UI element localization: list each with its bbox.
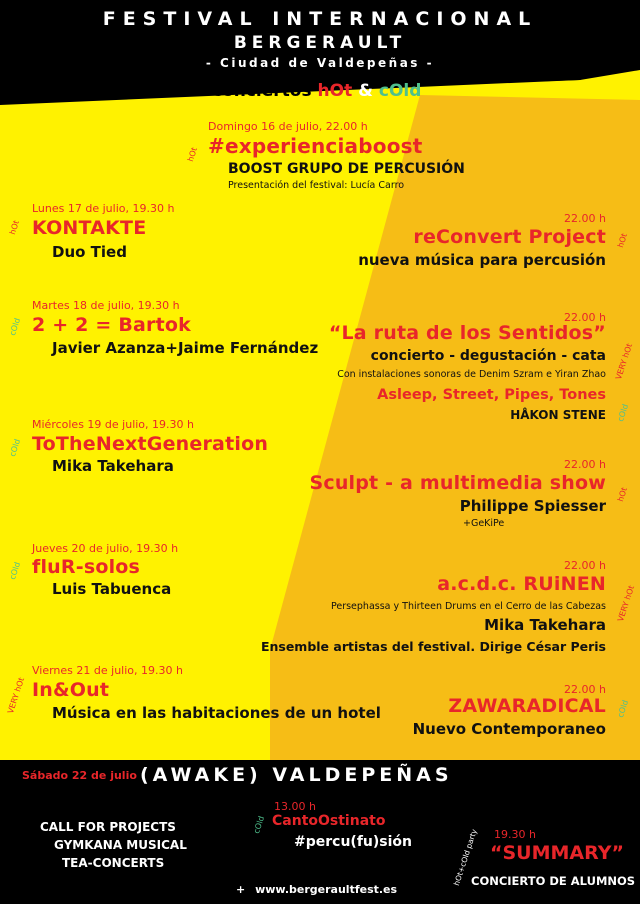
zawaradical-title: ZAWARADICAL — [448, 695, 606, 717]
opening-note: Presentación del festival: Lucía Carro — [228, 180, 405, 191]
sculpt-performer: Philippe Spiesser — [459, 497, 606, 515]
asleep-performer: HÅKON STENE — [510, 408, 606, 422]
ruinen-time: 22.00 h — [564, 559, 606, 572]
website[interactable] — [236, 883, 397, 896]
tagline-hot: hOt — [317, 81, 353, 101]
canto-title: CantoOstinato — [272, 813, 386, 829]
tuesday-tag: cOld — [8, 316, 23, 337]
opening-performer: BOOST GRUPO DE PERCUSIÓN — [228, 161, 465, 177]
reconvert-time: 22.00 h — [564, 212, 606, 225]
ruta-performer: concierto - degustación - cata — [370, 348, 606, 364]
tagline-cold: cOld — [378, 81, 422, 101]
reconvert-title: reConvert Project — [413, 226, 606, 248]
ruinen-note: Persephassa y Thirteen Drums en el Cerro de las Cabezas — [330, 601, 606, 612]
zawaradical-performer: Nuevo Contemporaneo — [412, 720, 606, 738]
ruta-time: 22.00 h — [564, 311, 606, 324]
monday-date: Lunes 17 de julio, 19.30 h — [32, 202, 175, 215]
saturday-date: Sábado 22 de julio — [22, 769, 137, 782]
website-url[interactable]: www.bergeraultfest.es — [255, 883, 398, 896]
ruinen-tag: VERY hOt — [616, 584, 637, 623]
canto-tag: cOld — [252, 814, 267, 835]
project-tea: TEA-CONCERTS — [62, 856, 165, 870]
friday-performer: Música en las habitaciones de un hotel — [52, 704, 381, 722]
canto-time: 13.00 h — [274, 800, 316, 813]
summary-time: 19.30 h — [494, 828, 536, 841]
sculpt-tag: hOt — [616, 486, 630, 503]
tagline-amp: & — [358, 81, 373, 101]
festival-city: - Ciudad de Valdepeñas - — [205, 56, 435, 70]
summary-tag: hOt+cOld party — [452, 827, 479, 887]
thursday-date: Jueves 20 de julio, 19.30 h — [32, 542, 179, 555]
asleep-title: Asleep, Street, Pipes, Tones — [377, 387, 606, 403]
ruinen-performer: Mika Takehara — [484, 616, 606, 634]
tuesday-performer: Javier Azanza+Jaime Fernández — [52, 339, 319, 357]
monday-performer: Duo Tied — [52, 243, 127, 261]
ruinen-extra: Ensemble artistas del festival. Dirige César Peris — [260, 639, 606, 654]
ruta-title: “La ruta de los Sentidos” — [328, 322, 606, 344]
friday-title: In&Out — [32, 679, 110, 701]
opening-date: Domingo 16 de julio, 22.00 h — [208, 120, 368, 133]
reconvert-tag: hOt — [616, 232, 630, 249]
ruinen-title: a.c.d.c. RUiNEN — [437, 573, 606, 595]
reconvert-performer: nueva música para percusión — [358, 251, 606, 269]
wednesday-title: ToTheNextGeneration — [32, 433, 269, 455]
wednesday-tag: cOld — [8, 437, 23, 458]
opening-title: #experienciaboost — [208, 134, 423, 158]
summary-title: “SUMMARY” — [490, 842, 624, 864]
asleep-tag: cOld — [616, 402, 631, 423]
tagline-prefix: conciertos — [212, 81, 312, 101]
monday-title: KONTAKTE — [32, 217, 147, 239]
wednesday-performer: Mika Takehara — [52, 457, 174, 475]
festival-name: BERGERAULT — [233, 33, 407, 53]
tuesday-title: 2 + 2 = Bartok — [32, 314, 191, 336]
website-prefix: + — [236, 883, 246, 896]
sculpt-note: +GeKiPe — [463, 518, 505, 529]
monday-tag: hOt — [8, 219, 22, 236]
thursday-tag: cOld — [8, 560, 23, 581]
festival-title: FESTIVAL INTERNACIONAL — [102, 8, 538, 30]
tuesday-date: Martes 18 de julio, 19.30 h — [32, 299, 180, 312]
percu-fusion: #percu(fu)sión — [294, 834, 412, 850]
sculpt-time: 22.00 h — [564, 458, 606, 471]
project-call: CALL FOR PROJECTS — [40, 820, 176, 834]
ruta-note: Con instalaciones sonoras de Denim Szram e Yiran Zhao — [337, 369, 606, 380]
sculpt-title: Sculpt - a multimedia show — [309, 472, 606, 494]
wednesday-date: Miércoles 19 de julio, 19.30 h — [32, 418, 194, 431]
zawaradical-time: 22.00 h — [564, 683, 606, 696]
tagline — [212, 81, 421, 101]
friday-date: Viernes 21 de julio, 19.30 h — [32, 664, 183, 677]
project-gymkana: GYMKANA MUSICAL — [54, 838, 187, 852]
opening-tag: hOt — [186, 146, 200, 163]
zawaradical-tag: cOld — [616, 698, 631, 719]
thursday-performer: Luis Tabuenca — [52, 580, 172, 598]
summary-subtitle: CONCIERTO DE ALUMNOS — [471, 874, 636, 888]
saturday-title: (AWAKE) VALDEPEÑAS — [140, 764, 453, 786]
ruta-tag: VERY hOt — [614, 342, 635, 381]
friday-tag: VERY hOt — [6, 676, 27, 715]
thursday-title: fluR-solos — [32, 556, 141, 578]
